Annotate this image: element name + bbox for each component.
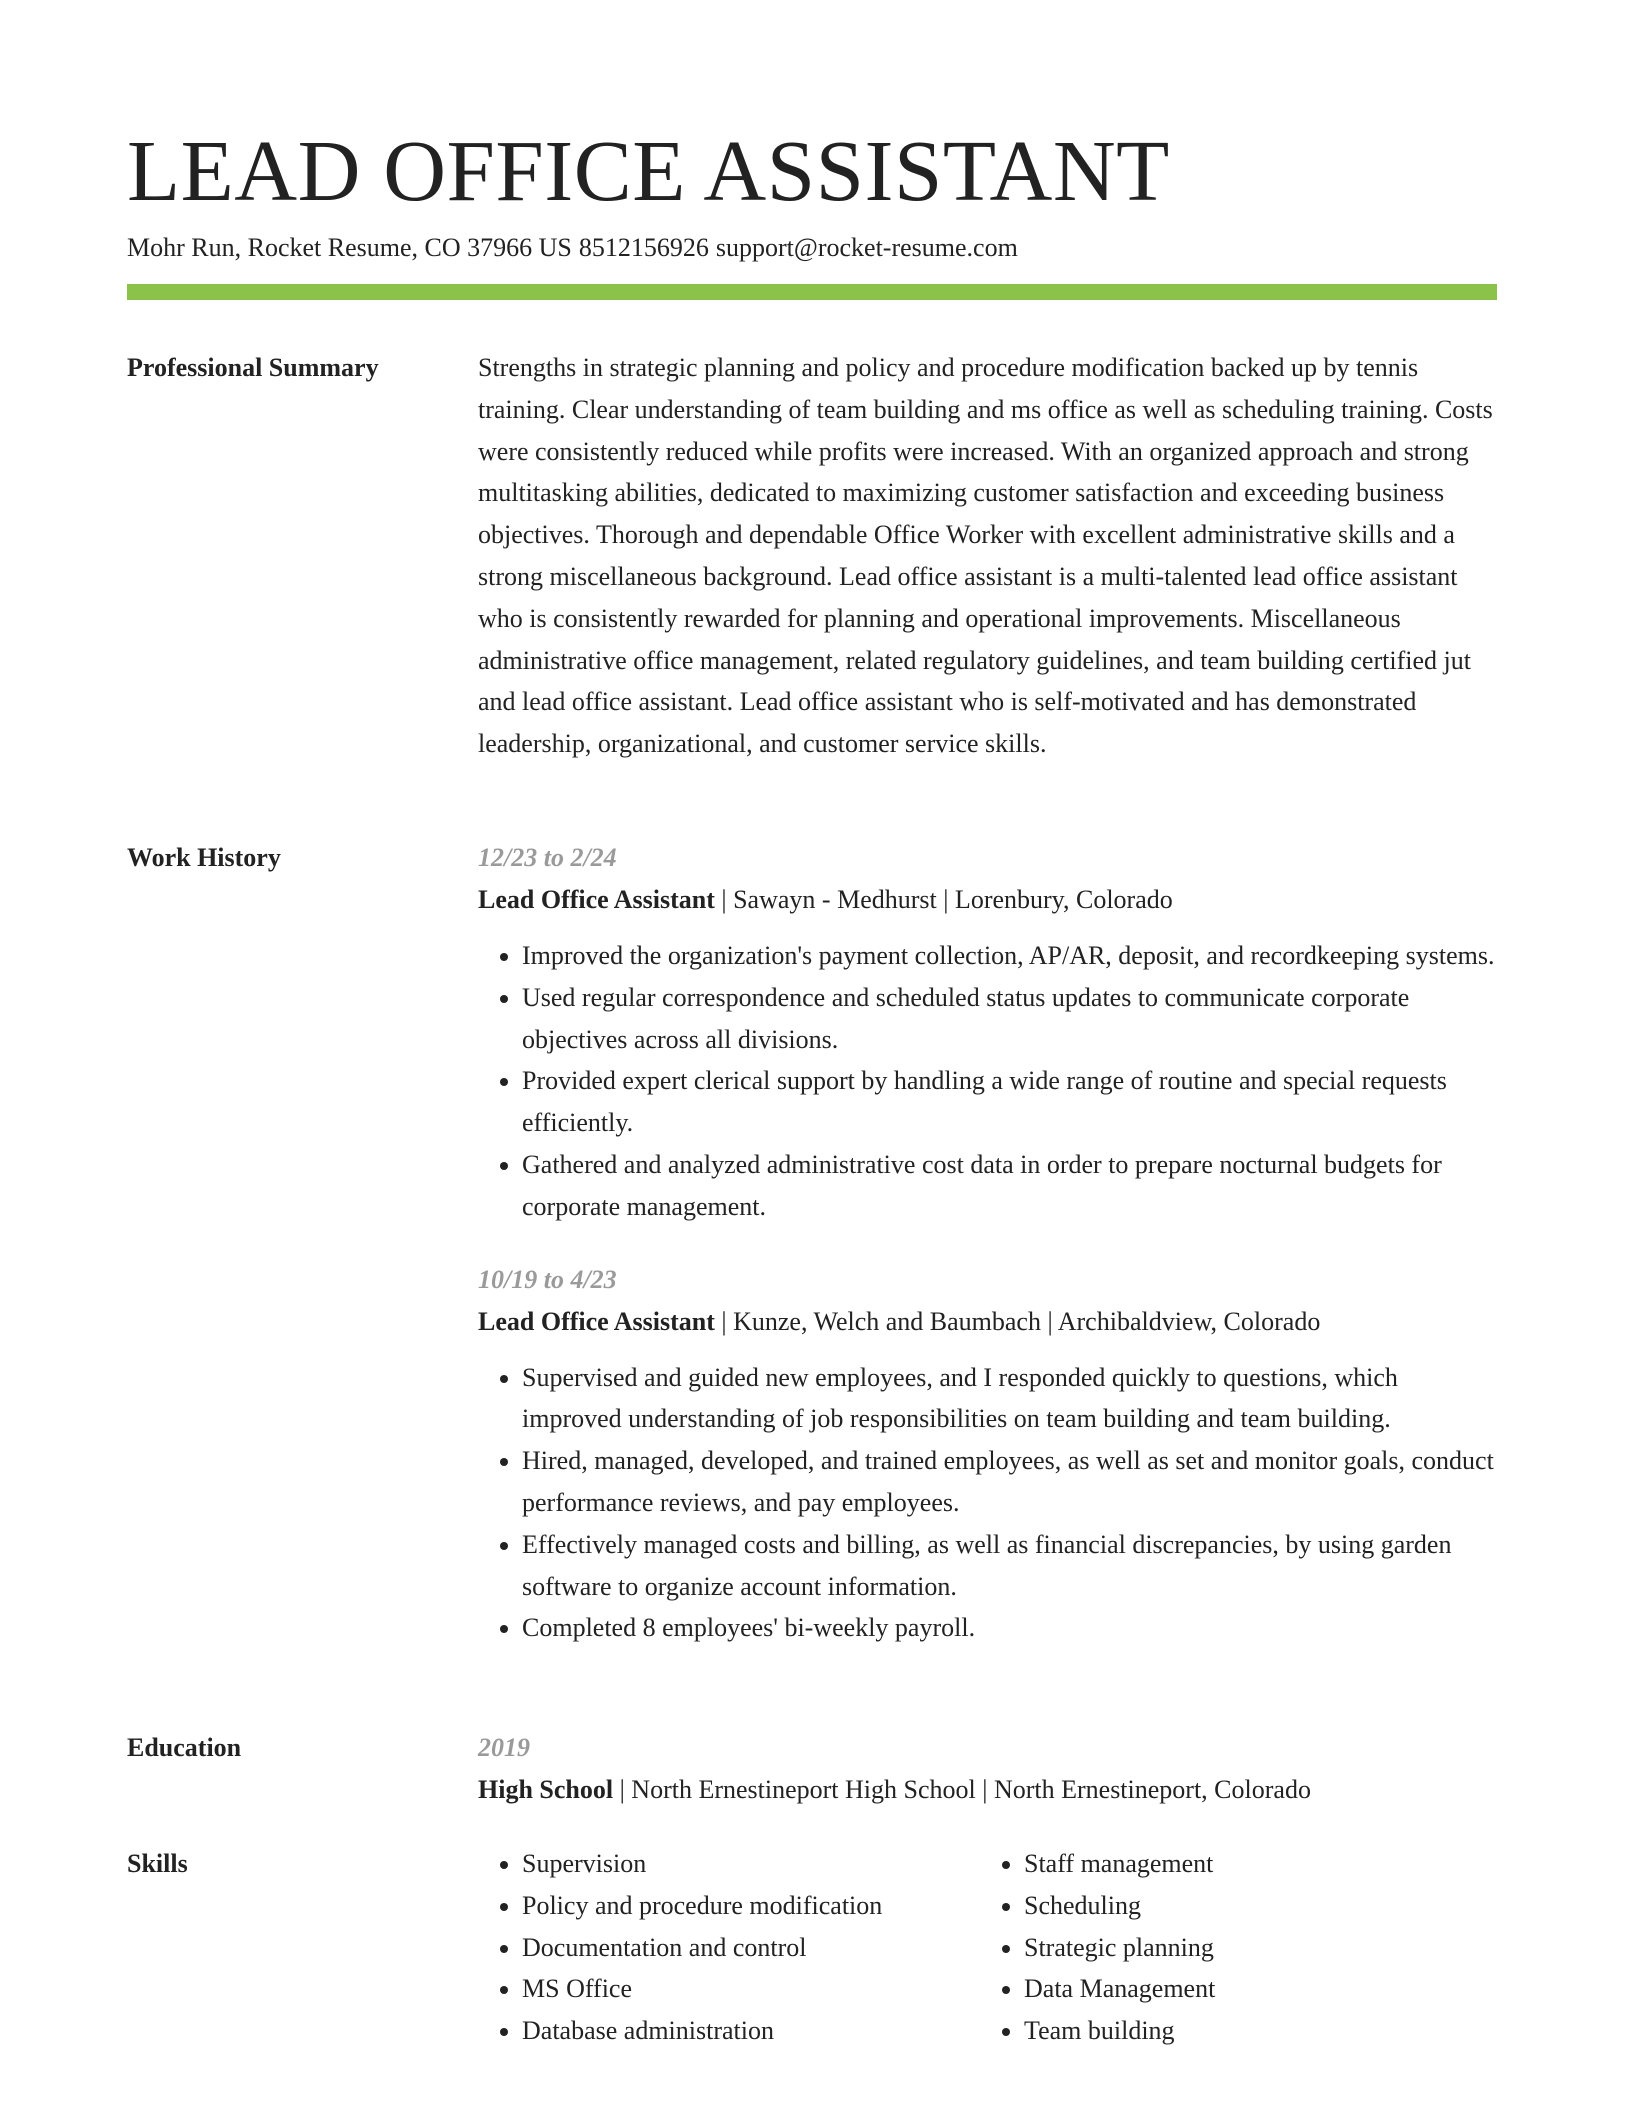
job-title: Lead Office Assistant <box>478 1306 715 1336</box>
skill-item: • Data Management <box>1024 1968 1482 2010</box>
education-label: Education <box>127 1733 242 1762</box>
list-item: • Used regular correspondence and scheduled status updates to communicate corporate objectives across all divisions. <box>522 977 1497 1061</box>
skill-item: • Staff management <box>1024 1843 1482 1885</box>
skills-list-right <box>980 1843 1482 2052</box>
education-body <box>478 1727 1497 1811</box>
skill-item: • MS Office <box>522 1968 980 2010</box>
contact-address: Mohr Run, Rocket Resume, CO 37966 US <box>127 233 572 262</box>
list-item: • Gathered and analyzed administrative cost data in order to prepare nocturnal budgets for corporate management. <box>522 1144 1497 1228</box>
job-bullets <box>478 935 1497 1228</box>
job-dates: 12/23 to 2/24 <box>478 843 617 872</box>
job-heading <box>478 1301 1497 1343</box>
work-history-label: Work History <box>127 843 281 872</box>
education-heading <box>478 1769 1497 1811</box>
contact-phone: 8512156926 <box>578 233 709 262</box>
list-item: • Supervised and guided new employees, and I responded quickly to questions, which improved understanding of job responsibilities on team building and team building. <box>522 1357 1497 1441</box>
education-year: 2019 <box>478 1733 530 1762</box>
job-title: Lead Office Assistant <box>478 885 715 914</box>
skills-columns <box>478 1843 1497 2052</box>
list-item: • Completed 8 employees' bi-weekly payroll. <box>522 1607 1497 1649</box>
skill-item: • Team building <box>1024 2010 1482 2052</box>
job-details: | Kunze, Welch and Baumbach | Archibaldview, Colorado <box>714 1306 1321 1336</box>
job-details: | Sawayn - Medhurst | Lorenbury, Colorado <box>714 885 1173 914</box>
list-item: • Provided expert clerical support by handling a wide range of routine and special requests efficiently. <box>522 1060 1497 1144</box>
summary-body <box>478 347 1497 765</box>
skills-list-left <box>478 1843 980 2052</box>
skill-item: • Policy and procedure modification <box>522 1885 980 1927</box>
contact-line <box>127 231 1018 265</box>
job-entry <box>478 837 1497 1228</box>
skill-item: • Scheduling <box>1024 1885 1482 1927</box>
list-item: • Effectively managed costs and billing, as well as financial discrepancies, by using garden software to organize account information. <box>522 1524 1497 1608</box>
education-degree: High School <box>478 1775 614 1804</box>
education-details: | North Ernestineport High School | North Ernestineport, Colorado <box>613 1775 1311 1804</box>
resume-name: LEAD OFFICE ASSISTANT <box>127 122 1170 219</box>
skill-item: • Documentation and control <box>522 1927 980 1969</box>
accent-divider <box>127 284 1497 300</box>
job-entry <box>478 1259 1497 1650</box>
skill-item: • Strategic planning <box>1024 1927 1482 1969</box>
work-history-body <box>478 837 1497 1649</box>
summary-text: Strengths in strategic planning and policy and procedure modification backed up by tennis training. Clear understanding of team building and ms office as well as scheduling training. Costs were consistently reduced while profits were increased. With an organized approach and strong multitasking abilities, dedicated to maximizing customer satisfaction and exceeding business objectives. Thorough and dependable Office Worker with excellent administrative skills and a strong miscellaneous background. Lead office assistant is a multi-talented lead office assistant who is consistently rewarded for planning and operational improvements. Miscellaneous administrative office management, related regulatory guidelines, and team building certified jut and lead office assistant. Lead office assistant who is self-motivated and has demonstrated leadership, organizational, and customer service skills. <box>478 353 1493 759</box>
job-heading <box>478 879 1497 921</box>
skills-label: Skills <box>127 1849 188 1878</box>
job-bullets <box>478 1357 1497 1650</box>
job-dates: 10/19 to 4/23 <box>478 1264 617 1294</box>
list-item: • Improved the organization's payment collection, AP/AR, deposit, and recordkeeping systems. <box>522 935 1497 977</box>
skill-item: • Database administration <box>522 2010 980 2052</box>
skills-body <box>478 1843 1497 2052</box>
contact-email: support@rocket-resume.com <box>715 233 1018 262</box>
skill-item: • Supervision <box>522 1843 980 1885</box>
summary-label: Professional Summary <box>127 353 379 382</box>
list-item: • Hired, managed, developed, and trained employees, as well as set and monitor goals, conduct performance reviews, and pay employees. <box>522 1440 1497 1524</box>
